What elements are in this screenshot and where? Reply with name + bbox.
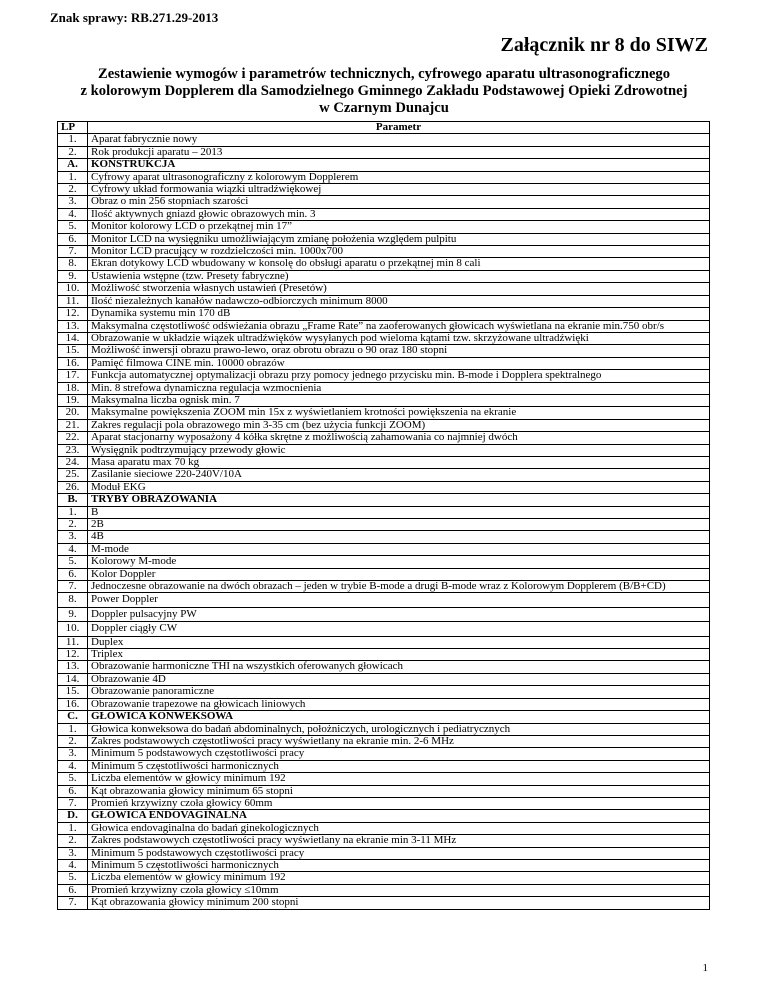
row-number: 3.	[58, 531, 88, 543]
row-number: 1.	[58, 723, 88, 735]
table-row	[58, 835, 710, 847]
row-number: 4.	[58, 208, 88, 220]
parameter-text: Moduł EKG	[88, 481, 710, 493]
parameter-text: Duplex	[88, 636, 710, 648]
parameter-text: Możliwość inwersji obrazu prawo-lewo, oraz obrotu obrazu o 90 oraz 180 stopni	[88, 345, 710, 357]
table-row	[58, 258, 710, 270]
section-row	[58, 810, 710, 822]
row-number: 2.	[58, 184, 88, 196]
table-row	[58, 196, 710, 208]
row-number: 5.	[58, 773, 88, 785]
parameter-text: Minimum 5 częstotliwości harmonicznych	[88, 760, 710, 772]
table-row	[58, 295, 710, 307]
case-reference: Znak sprawy: RB.271.29-2013	[50, 10, 219, 25]
row-number: 2.	[58, 146, 88, 158]
row-number: 7.	[58, 581, 88, 593]
row-number: 10.	[58, 622, 88, 636]
row-number: 3.	[58, 196, 88, 208]
title-line-2: z kolorowym Dopplerem dla Samodzielnego Gminnego Zakładu Podstawowej Opieki Zdrowotnej	[80, 83, 688, 99]
table-row	[58, 636, 710, 648]
spec-table-body	[58, 134, 710, 909]
table-row	[58, 357, 710, 369]
row-number: D.	[58, 810, 88, 822]
table-row	[58, 146, 710, 158]
parameter-text: Monitor kolorowy LCD o przekątnej min 17”	[88, 221, 710, 233]
row-number: 13.	[58, 320, 88, 332]
parameter-text: Kąt obrazowania głowicy minimum 200 stopni	[88, 897, 710, 909]
row-number: 12.	[58, 308, 88, 320]
row-number: 6.	[58, 568, 88, 580]
row-number: 7.	[58, 797, 88, 809]
row-number: 15.	[58, 686, 88, 698]
table-row	[58, 332, 710, 344]
row-number: 17.	[58, 370, 88, 382]
parameter-text: Obrazowanie trapezowe na głowicach liniowych	[88, 698, 710, 710]
row-number: 26.	[58, 481, 88, 493]
row-number: 3.	[58, 748, 88, 760]
row-number: 6.	[58, 785, 88, 797]
table-row	[58, 407, 710, 419]
parameter-text: Maksymalna częstotliwość odświeżania obrazu „Frame Rate” na zaoferowanych głowicach wyświetlana na ekranie min.750 obr/s	[88, 320, 710, 332]
parameter-text: Obrazowanie 4D	[88, 673, 710, 685]
parameter-text: Monitor LCD na wysięgniku umożliwiającym zmianę położenia względem pulpitu	[88, 233, 710, 245]
section-title: GŁOWICA ENDOVAGINALNA	[88, 810, 710, 822]
table-row	[58, 184, 710, 196]
parameter-text: Minimum 5 podstawowych częstotliwości pracy	[88, 847, 710, 859]
row-number: 18.	[58, 382, 88, 394]
parameter-text: Min. 8 strefowa dynamiczna regulacja wzmocnienia	[88, 382, 710, 394]
table-row	[58, 270, 710, 282]
parameter-text: Dynamika systemu min 170 dB	[88, 308, 710, 320]
table-row	[58, 797, 710, 809]
parameter-text: Aparat fabrycznie nowy	[88, 134, 710, 146]
table-header-row	[58, 122, 710, 134]
parameter-text: Maksymalne powiększenia ZOOM min 15x z wyświetlaniem krotności powiększenia na ekranie	[88, 407, 710, 419]
table-row	[58, 531, 710, 543]
parameter-text: Doppler ciągły CW	[88, 622, 710, 636]
table-row	[58, 723, 710, 735]
parameter-text: Zasilanie sieciowe 220-240V/10A	[88, 469, 710, 481]
table-row	[58, 469, 710, 481]
parameter-text: Doppler pulsacyjny PW	[88, 607, 710, 621]
row-number: C.	[58, 711, 88, 723]
table-row	[58, 556, 710, 568]
table-row	[58, 661, 710, 673]
row-number: 14.	[58, 673, 88, 685]
row-number: 3.	[58, 847, 88, 859]
row-number: 20.	[58, 407, 88, 419]
table-row	[58, 394, 710, 406]
spec-table	[57, 121, 710, 910]
parameter-text: B	[88, 506, 710, 518]
table-row	[58, 568, 710, 580]
table-row	[58, 748, 710, 760]
row-number: 4.	[58, 760, 88, 772]
table-row	[58, 698, 710, 710]
table-row	[58, 785, 710, 797]
row-number: 4.	[58, 859, 88, 871]
table-row	[58, 859, 710, 871]
table-row	[58, 519, 710, 531]
table-row	[58, 622, 710, 636]
parameter-text: Minimum 5 częstotliwości harmonicznych	[88, 859, 710, 871]
table-row	[58, 649, 710, 661]
parameter-text: 2B	[88, 519, 710, 531]
table-row	[58, 847, 710, 859]
parameter-column-header: Parametr	[88, 122, 710, 134]
parameter-text: Power Doppler	[88, 593, 710, 607]
parameter-text: M-mode	[88, 543, 710, 555]
parameter-text: Obrazowanie w układzie wiązek ultradźwięków wysyłanych pod wieloma kątami tzw. skrzyżowane ultradźwięki	[88, 332, 710, 344]
table-row	[58, 320, 710, 332]
table-row	[58, 822, 710, 834]
table-row	[58, 419, 710, 431]
row-number: 6.	[58, 884, 88, 896]
table-row	[58, 773, 710, 785]
row-number: 12.	[58, 649, 88, 661]
table-row	[58, 581, 710, 593]
annex-heading: Załącznik nr 8 do SIWZ	[500, 34, 708, 56]
table-row	[58, 673, 710, 685]
parameter-text: Cyfrowy aparat ultrasonograficzny z kolorowym Dopplerem	[88, 171, 710, 183]
parameter-text: Funkcja automatycznej optymalizacji obrazu przy pomocy jednego przycisku min. B-mode i Dopplera spektralnego	[88, 370, 710, 382]
parameter-text: Jednoczesne obrazowanie na dwóch obrazach – jeden w trybie B-mode a drugi B-mode wraz z Kolorowym Dopplerem (B/B+CD)	[88, 581, 710, 593]
parameter-text: Możliwość stworzenia własnych ustawień (Presetów)	[88, 283, 710, 295]
row-number: 7.	[58, 897, 88, 909]
row-number: 24.	[58, 456, 88, 468]
parameter-text: Kąt obrazowania głowicy minimum 65 stopni	[88, 785, 710, 797]
table-row	[58, 432, 710, 444]
parameter-text: Monitor LCD pracujący w rozdzielczości min. 1000x700	[88, 246, 710, 258]
table-row	[58, 506, 710, 518]
section-row	[58, 159, 710, 171]
table-row	[58, 593, 710, 607]
table-row	[58, 444, 710, 456]
section-row	[58, 711, 710, 723]
parameter-text: Rok produkcji aparatu – 2013	[88, 146, 710, 158]
section-title: KONSTRUKCJA	[88, 159, 710, 171]
row-number: 23.	[58, 444, 88, 456]
section-title: GŁOWICA KONWEKSOWA	[88, 711, 710, 723]
title-line-3: w Czarnym Dunajcu	[319, 100, 449, 116]
row-number: 6.	[58, 233, 88, 245]
row-number: 11.	[58, 636, 88, 648]
row-number: 5.	[58, 872, 88, 884]
table-row	[58, 308, 710, 320]
parameter-text: Masa aparatu max 70 kg	[88, 456, 710, 468]
parameter-text: Liczba elementów w głowicy minimum 192	[88, 872, 710, 884]
table-row	[58, 382, 710, 394]
lp-column-header: LP	[58, 122, 88, 134]
row-number: 25.	[58, 469, 88, 481]
document-title	[0, 66, 768, 117]
section-row	[58, 494, 710, 506]
table-row	[58, 134, 710, 146]
row-number: 2.	[58, 835, 88, 847]
table-row	[58, 872, 710, 884]
row-number: 1.	[58, 506, 88, 518]
row-number: 16.	[58, 357, 88, 369]
row-number: 13.	[58, 661, 88, 673]
parameter-text: Zakres podstawowych częstotliwości pracy wyświetlany na ekranie min. 2-6 MHz	[88, 735, 710, 747]
row-number: A.	[58, 159, 88, 171]
row-number: 9.	[58, 270, 88, 282]
parameter-text: Triplex	[88, 649, 710, 661]
parameter-text: Promień krzywizny czoła głowicy ≤10mm	[88, 884, 710, 896]
row-number: 4.	[58, 543, 88, 555]
parameter-text: Zakres podstawowych częstotliwości pracy wyświetlany na ekranie min 3-11 MHz	[88, 835, 710, 847]
row-number: 16.	[58, 698, 88, 710]
row-number: 11.	[58, 295, 88, 307]
parameter-text: Głowica konweksowa do badań abdominalnych, położniczych, urologicznych i pediatrycznych	[88, 723, 710, 735]
table-row	[58, 283, 710, 295]
row-number: 7.	[58, 246, 88, 258]
row-number: 8.	[58, 258, 88, 270]
parameter-text: Kolorowy M-mode	[88, 556, 710, 568]
section-title: TRYBY OBRAZOWANIA	[88, 494, 710, 506]
parameter-text: Obrazowanie panoramiczne	[88, 686, 710, 698]
row-number: 15.	[58, 345, 88, 357]
table-row	[58, 481, 710, 493]
row-number: 2.	[58, 735, 88, 747]
table-row	[58, 543, 710, 555]
row-number: 1.	[58, 822, 88, 834]
parameter-text: Pamięć filmowa CINE min. 10000 obrazów	[88, 357, 710, 369]
table-row	[58, 208, 710, 220]
table-row	[58, 897, 710, 909]
row-number: 19.	[58, 394, 88, 406]
parameter-text: Wysięgnik podtrzymujący przewody głowic	[88, 444, 710, 456]
table-row	[58, 456, 710, 468]
parameter-text: Ilość niezależnych kanałów nadawczo-odbiorczych minimum 8000	[88, 295, 710, 307]
row-number: B.	[58, 494, 88, 506]
parameter-text: Obrazowanie harmoniczne THI na wszystkich oferowanych głowicach	[88, 661, 710, 673]
row-number: 22.	[58, 432, 88, 444]
row-number: 21.	[58, 419, 88, 431]
parameter-text: Kolor Doppler	[88, 568, 710, 580]
table-row	[58, 607, 710, 621]
table-row	[58, 760, 710, 772]
table-row	[58, 345, 710, 357]
row-number: 1.	[58, 171, 88, 183]
row-number: 10.	[58, 283, 88, 295]
title-line-1: Zestawienie wymogów i parametrów technicznych, cyfrowego aparatu ultrasonograficznego	[97, 66, 671, 82]
parameter-text: Obraz o min 256 stopniach szarości	[88, 196, 710, 208]
row-number: 5.	[58, 556, 88, 568]
row-number: 5.	[58, 221, 88, 233]
parameter-text: Ekran dotykowy LCD wbudowany w konsolę do obsługi aparatu o przekątnej min 8 cali	[88, 258, 710, 270]
table-row	[58, 246, 710, 258]
parameter-text: Ilość aktywnych gniazd głowic obrazowych min. 3	[88, 208, 710, 220]
row-number: 8.	[58, 593, 88, 607]
parameter-text: Liczba elementów w głowicy minimum 192	[88, 773, 710, 785]
row-number: 14.	[58, 332, 88, 344]
parameter-text: Głowica endovaginalna do badań ginekologicznych	[88, 822, 710, 834]
table-row	[58, 221, 710, 233]
parameter-text: Zakres regulacji pola obrazowego min 3-35 cm (bez użycia funkcji ZOOM)	[88, 419, 710, 431]
row-number: 1.	[58, 134, 88, 146]
parameter-text: Maksymalna liczba ognisk min. 7	[88, 394, 710, 406]
table-row	[58, 233, 710, 245]
parameter-text: Ustawienia wstępne (tzw. Presety fabryczne)	[88, 270, 710, 282]
table-row	[58, 735, 710, 747]
parameter-text: Promień krzywizny czoła głowicy 60mm	[88, 797, 710, 809]
parameter-text: Cyfrowy układ formowania wiązki ultradźwiękowej	[88, 184, 710, 196]
page-number: 1	[702, 962, 708, 974]
table-row	[58, 884, 710, 896]
row-number: 2.	[58, 519, 88, 531]
parameter-text: 4B	[88, 531, 710, 543]
parameter-text: Aparat stacjonarny wyposażony 4 kółka skrętne z możliwością zahamowania co najmniej dwóch	[88, 432, 710, 444]
table-row	[58, 686, 710, 698]
table-row	[58, 370, 710, 382]
parameter-text: Minimum 5 podstawowych częstotliwości pracy	[88, 748, 710, 760]
row-number: 9.	[58, 607, 88, 621]
table-row	[58, 171, 710, 183]
